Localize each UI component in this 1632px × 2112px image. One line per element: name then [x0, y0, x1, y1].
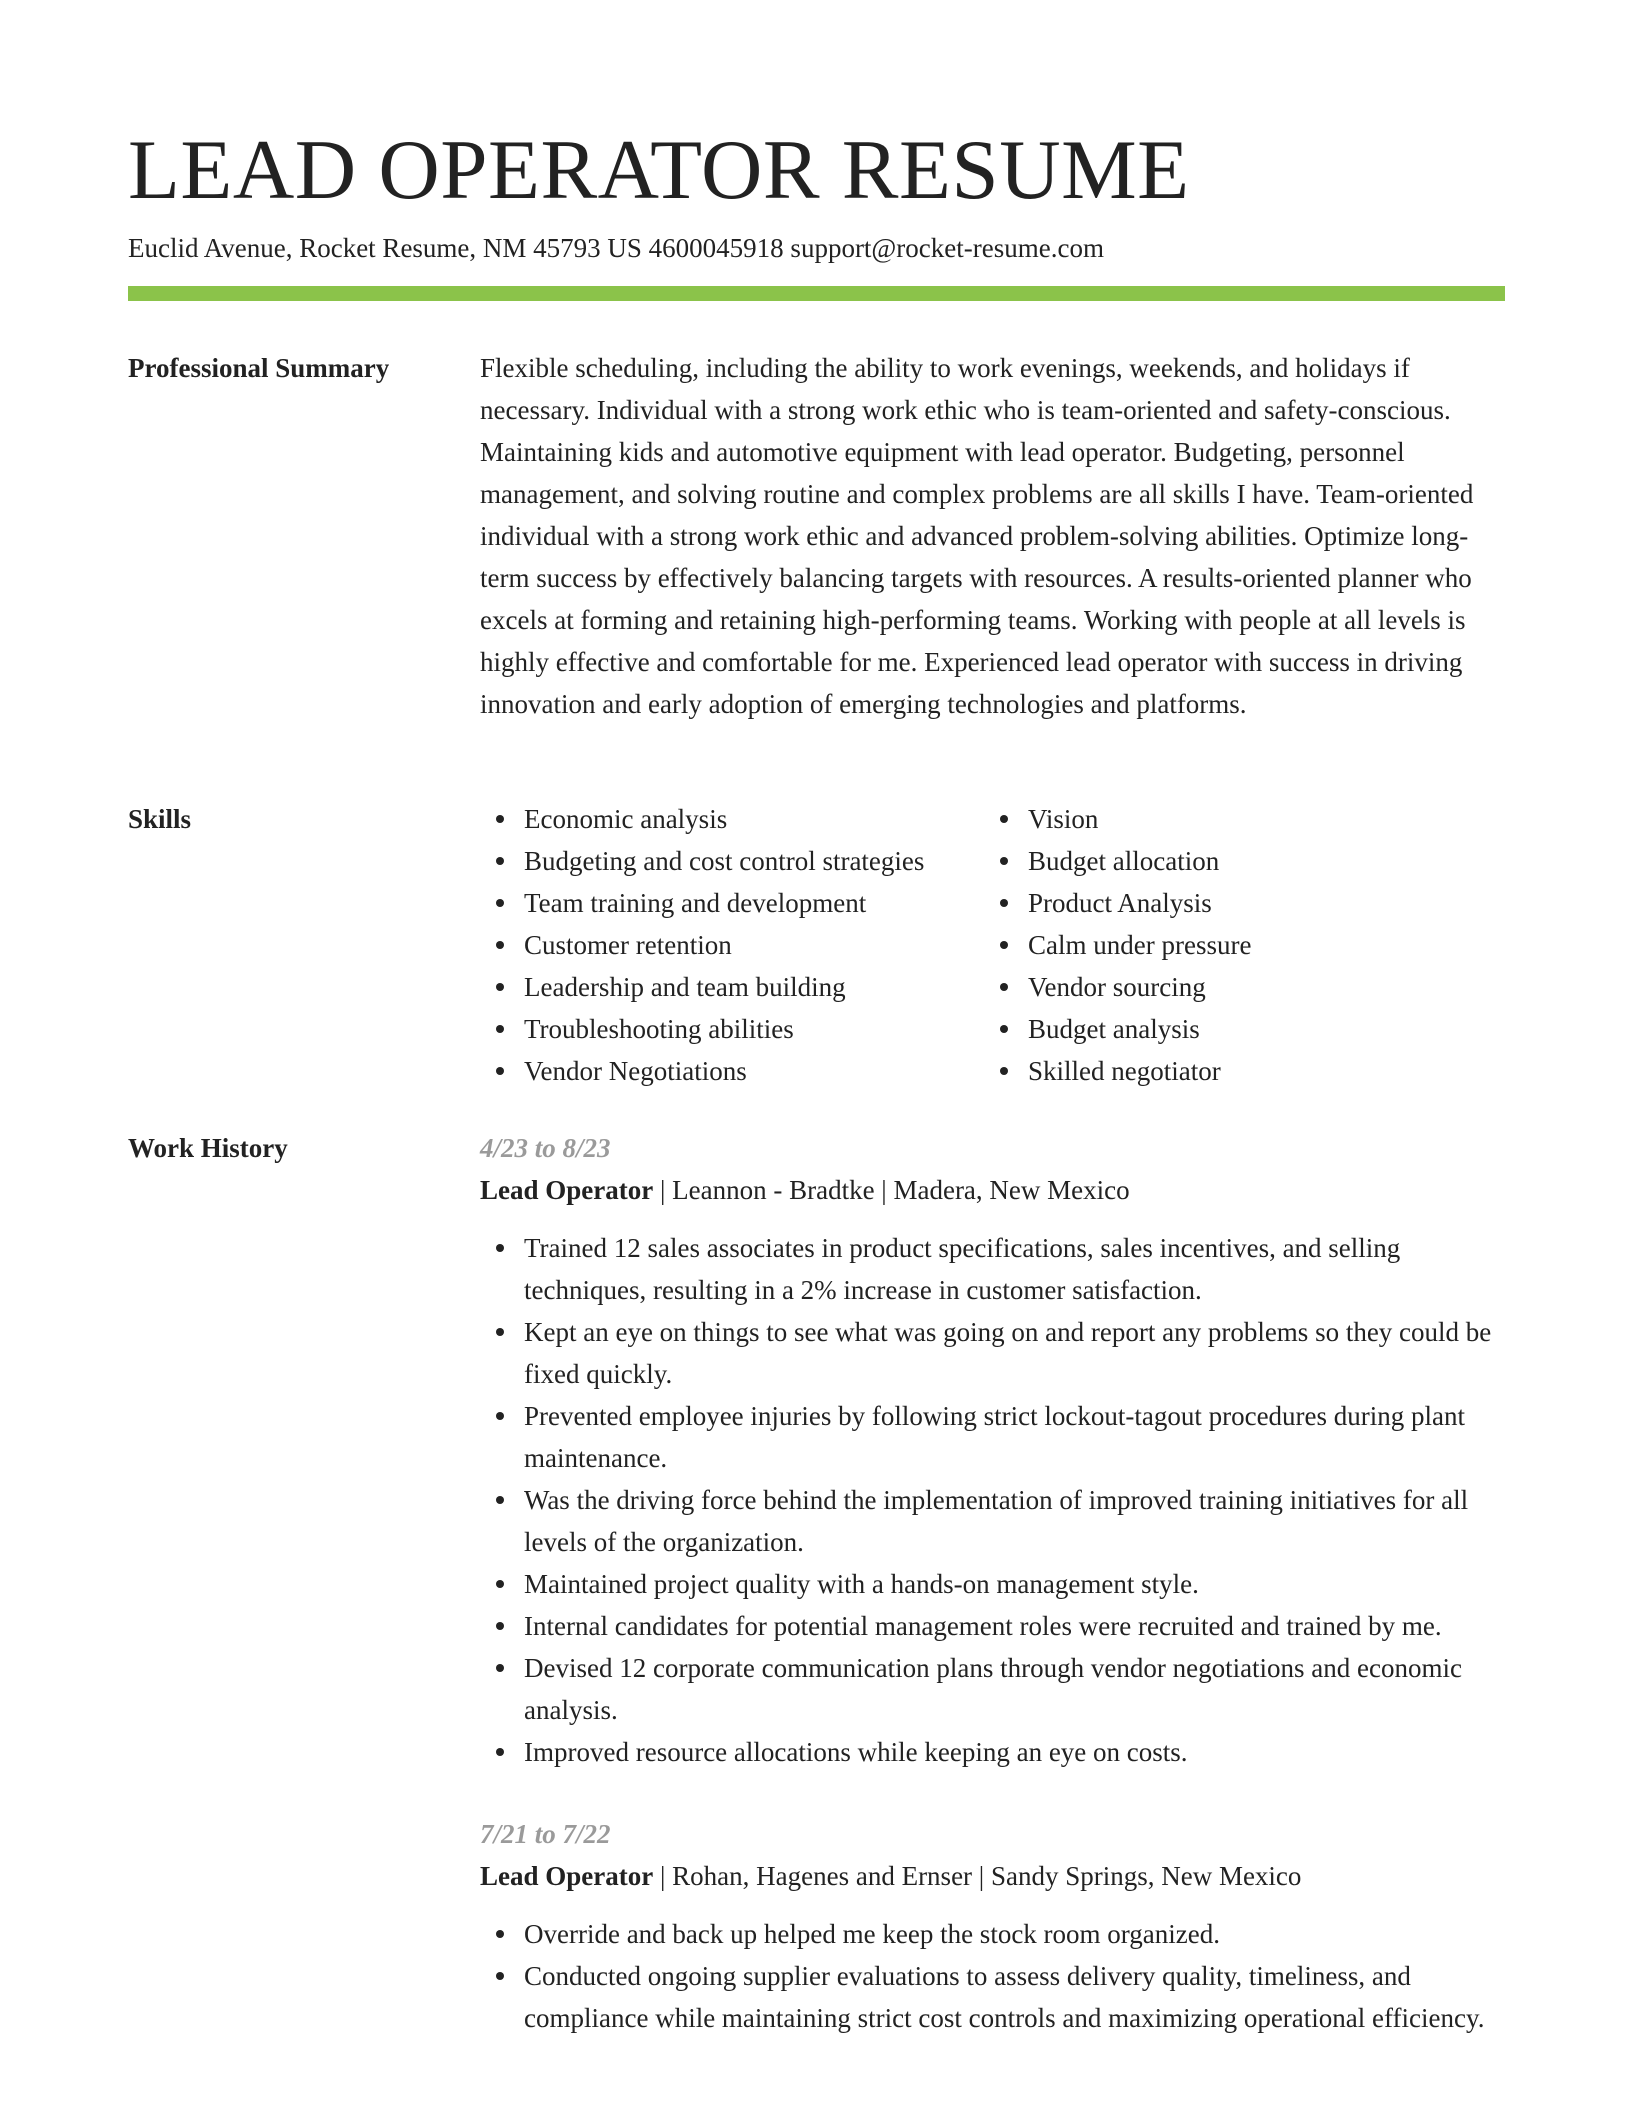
- job-entry: [480, 1813, 1505, 2039]
- job-bullet: Maintained project quality with a hands-on management style.: [480, 1563, 1505, 1605]
- job-bullet: Trained 12 sales associates in product specifications, sales incentives, and selling techniques, resulting in a 2% increase in customer satisfaction.: [480, 1227, 1505, 1311]
- skills-list-right: [984, 798, 1484, 1092]
- skill-item: Troubleshooting abilities: [480, 1008, 984, 1050]
- skill-item: Leadership and team building: [480, 966, 984, 1008]
- job-bullet: Was the driving force behind the implementation of improved training initiatives for all levels of the organization.: [480, 1479, 1505, 1563]
- skill-item: Customer retention: [480, 924, 984, 966]
- skill-item: Economic analysis: [480, 798, 984, 840]
- job-bullet: Kept an eye on things to see what was going on and report any problems so they could be fixed quickly.: [480, 1311, 1505, 1395]
- skill-item: Vision: [984, 798, 1484, 840]
- job-title: Lead Operator: [480, 1175, 654, 1205]
- skill-item: Budget allocation: [984, 840, 1484, 882]
- work-history-body: [480, 1127, 1505, 2079]
- resume-title: LEAD OPERATOR RESUME: [128, 123, 1190, 217]
- job-bullet: Conducted ongoing supplier evaluations to assess delivery quality, timeliness, and compliance while maintaining strict cost controls and maximizing operational efficiency.: [480, 1955, 1505, 2039]
- skills-columns: [480, 798, 1505, 1092]
- summary-body: [480, 347, 1505, 725]
- job-bullet: Internal candidates for potential management roles were recruited and trained by me.: [480, 1605, 1505, 1647]
- skill-item: Budget analysis: [984, 1008, 1484, 1050]
- job-heading: [480, 1169, 1505, 1211]
- accent-divider: [128, 286, 1505, 301]
- skill-item: Product Analysis: [984, 882, 1484, 924]
- summary-heading: Professional Summary: [128, 353, 390, 383]
- work-history-heading: Work History: [128, 1133, 288, 1163]
- contact-line: Euclid Avenue, Rocket Resume, NM 45793 US 4600045918 support@rocket-resume.com: [128, 233, 1104, 263]
- job-details: | Leannon - Bradtke | Madera, New Mexico: [653, 1175, 1130, 1205]
- skill-item: Skilled negotiator: [984, 1050, 1484, 1092]
- job-heading: [480, 1855, 1505, 1897]
- job-bullet: Prevented employee injuries by following strict lockout-tagout procedures during plant maintenance.: [480, 1395, 1505, 1479]
- job-bullet: Devised 12 corporate communication plans through vendor negotiations and economic analysis.: [480, 1647, 1505, 1731]
- job-bullet: Improved resource allocations while keeping an eye on costs.: [480, 1731, 1505, 1773]
- job-bullet: Override and back up helped me keep the stock room organized.: [480, 1913, 1505, 1955]
- job-entry: [480, 1127, 1505, 1773]
- job-title: Lead Operator: [480, 1861, 654, 1891]
- skills-list-left: [480, 798, 984, 1092]
- skill-item: Team training and development: [480, 882, 984, 924]
- skill-item: Budgeting and cost control strategies: [480, 840, 984, 882]
- job-bullet-list: [480, 1913, 1505, 2039]
- summary-text: Flexible scheduling, including the ability to work evenings, weekends, and holidays if necessary. Individual with a strong work ethic who is team-oriented and safety-conscious. Maintaining kids and automotive equipment with lead operator. Budgeting, personnel management, and solving routine and complex problems are all skills I have. Team-oriented individual with a strong work ethic and advanced problem-solving abilities. Optimize long-term success by effectively balancing targets with resources. A results-oriented planner who excels at forming and retaining high-performing teams. Working with people at all levels is highly effective and comfortable for me. Experienced lead operator with success in driving innovation and early adoption of emerging technologies and platforms.: [480, 353, 1474, 719]
- skill-item: Vendor Negotiations: [480, 1050, 984, 1092]
- skill-item: Calm under pressure: [984, 924, 1484, 966]
- job-details: | Rohan, Hagenes and Ernser | Sandy Springs, New Mexico: [653, 1861, 1302, 1891]
- skill-item: Vendor sourcing: [984, 966, 1484, 1008]
- job-dates: 7/21 to 7/22: [480, 1819, 611, 1849]
- job-bullet-list: [480, 1227, 1505, 1773]
- job-dates: 4/23 to 8/23: [480, 1133, 611, 1163]
- skills-body: [480, 798, 1505, 1092]
- skills-heading: Skills: [128, 804, 192, 834]
